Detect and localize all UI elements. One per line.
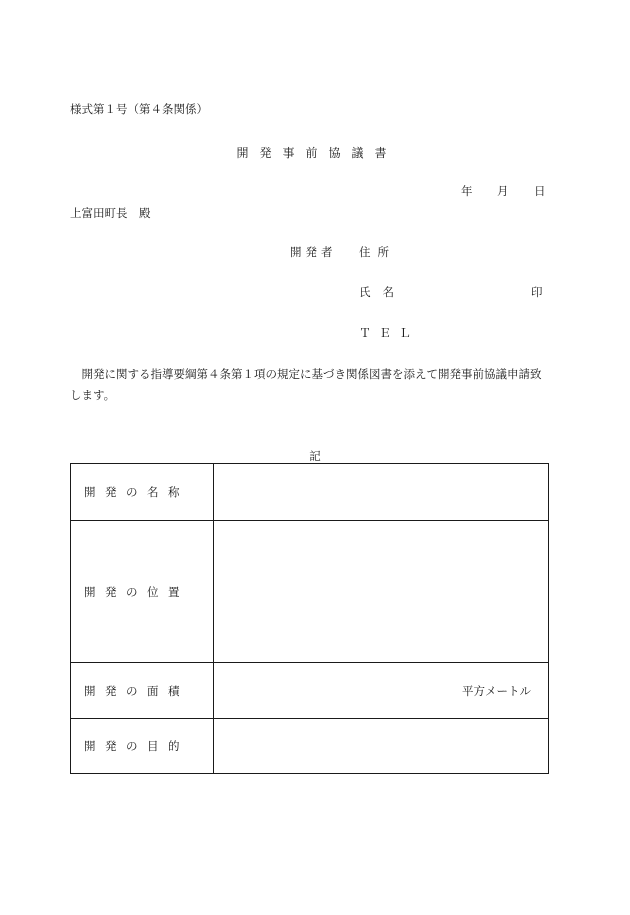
row-label-name: 開発の名称	[71, 464, 214, 521]
table-row-purpose	[71, 719, 549, 774]
development-purpose-field[interactable]	[214, 719, 549, 774]
date-day-label: 日	[534, 184, 546, 198]
record-heading: 記	[309, 449, 321, 463]
row-label-location: 開発の位置	[71, 521, 214, 663]
form-number: 様式第１号（第４条関係）	[70, 102, 208, 116]
seal-mark: 印	[531, 285, 543, 299]
details-table	[70, 463, 549, 774]
addressee: 上富田町長 殿	[70, 206, 151, 220]
row-label-area: 開発の面積	[71, 663, 214, 719]
date-month-label: 月	[497, 184, 509, 198]
applicant-role-label: 開発者	[290, 245, 337, 259]
table-row-area	[71, 663, 549, 719]
address-label: 住所	[359, 245, 396, 259]
document-title: 開発事前協議書	[236, 146, 398, 160]
name-label: 氏名	[359, 285, 406, 299]
development-area-field[interactable]: 平方メートル	[214, 663, 549, 719]
request-statement: 開発に関する指導要綱第４条第１項の規定に基づき関係図書を添えて開発事前協議申請致します。	[70, 367, 542, 402]
tel-label: ＴＥＬ	[359, 326, 420, 340]
development-location-field[interactable]	[214, 521, 549, 663]
table-row-location	[71, 521, 549, 663]
table-row-name	[71, 464, 549, 521]
date-year-label: 年	[461, 184, 473, 198]
row-label-purpose: 開発の目的	[71, 719, 214, 774]
development-name-field[interactable]	[214, 464, 549, 521]
